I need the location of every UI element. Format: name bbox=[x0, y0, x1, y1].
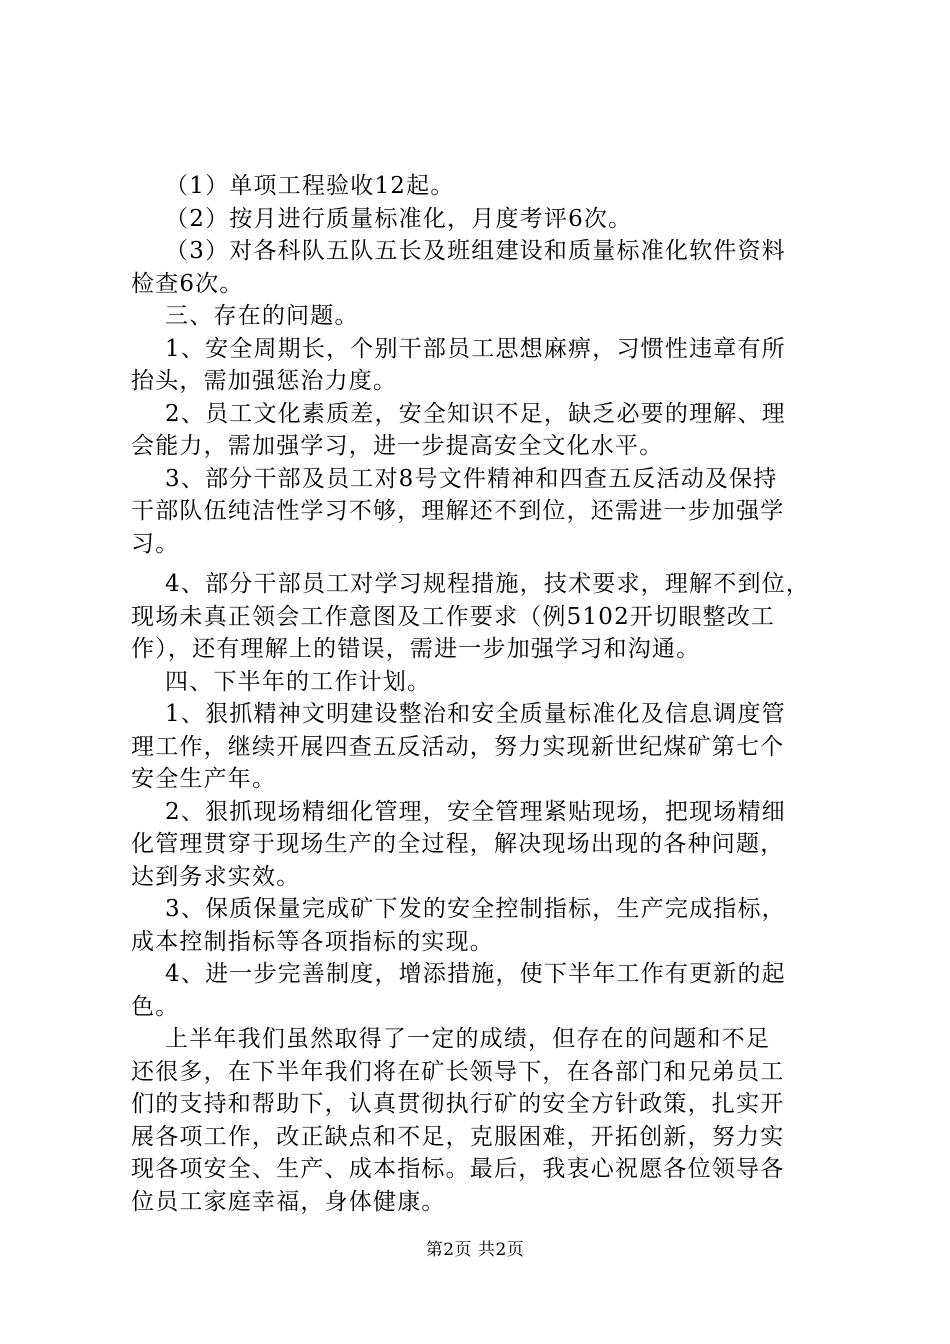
text-line: 检查6次。 bbox=[131, 270, 244, 297]
text-line: 作），还有理解上的错误，需进一步加强学习和沟通。 bbox=[131, 636, 701, 662]
text-line: 色。 bbox=[131, 993, 180, 1020]
text-line: 干部队伍纯洁性学习不够，理解还不到位，还需进一步加强学 bbox=[131, 498, 785, 524]
text-line: 展各项工作，改正缺点和不足，克服困难，开拓创新，努力实 bbox=[131, 1123, 785, 1150]
text-line: 现各项安全、生产、成本指标。最后，我衷心祝愿各位领导各 bbox=[131, 1156, 785, 1182]
section-heading: 四、下半年的工作计划。 bbox=[131, 668, 432, 695]
text-line: 理工作，继续开展四查五反活动，努力实现新世纪煤矿第七个 bbox=[131, 733, 785, 760]
text-line: 抬头，需加强惩治力度。 bbox=[131, 368, 398, 394]
section-heading: 三、存在的问题。 bbox=[131, 303, 359, 329]
text-line: （3）对各科队五队五长及班组建设和质量标准化软件资料 bbox=[131, 238, 786, 264]
text-line: 达到务求实效。 bbox=[131, 863, 301, 890]
text-line: 3、保质保量完成矿下发的安全控制指标，生产完成指标， bbox=[131, 896, 786, 922]
text-line: 会能力，需加强学习，进一步提高安全文化水平。 bbox=[131, 433, 664, 459]
text-line: 还很多，在下半年我们将在矿长领导下，在各部门和兄弟员工 bbox=[131, 1058, 785, 1085]
text-line: 们的支持和帮助下，认真贯彻执行矿的安全方针政策，扎实开 bbox=[131, 1091, 785, 1117]
text-line: 4、部分干部员工对学习规程措施，技术要求，理解不到位， bbox=[131, 571, 811, 597]
text-line: 位员工家庭幸福，身体健康。 bbox=[131, 1188, 446, 1215]
text-line: 现场未真正领会工作意图及工作要求（例5102开切眼整改工 bbox=[131, 603, 776, 630]
text-line: 习。 bbox=[131, 530, 180, 557]
text-line: 1、安全周期长，个别干部员工思想麻痹，习惯性违章有所 bbox=[131, 335, 786, 362]
text-line: 2、狠抓现场精细化管理，安全管理紧贴现场，把现场精细 bbox=[131, 798, 786, 825]
text-line: 2、员工文化素质差，安全知识不足，缺乏必要的理解、理 bbox=[131, 400, 786, 427]
text-line: 4、进一步完善制度，增添措施，使下半年工作有更新的起 bbox=[131, 961, 786, 987]
text-line: 化管理贯穿于现场生产的全过程，解决现场出现的各种问题， bbox=[131, 831, 785, 857]
page-number-footer: 第2页 共2页 bbox=[425, 1240, 525, 1260]
text-line: （2）按月进行质量标准化，月度考评6次。 bbox=[131, 205, 633, 232]
text-line: 1、狠抓精神文明建设整治和安全质量标准化及信息调度管 bbox=[131, 701, 786, 727]
text-line: 成本控制指标等各项指标的实现。 bbox=[131, 928, 494, 955]
text-line: 安全生产年。 bbox=[131, 766, 277, 792]
text-line: 上半年我们虽然取得了一定的成绩，但存在的问题和不足 bbox=[131, 1026, 771, 1052]
document-body bbox=[131, 170, 831, 1218]
text-line: （1）单项工程验收12起。 bbox=[131, 173, 455, 199]
text-line: 3、部分干部及员工对8号文件精神和四查五反活动及保持 bbox=[131, 465, 778, 492]
